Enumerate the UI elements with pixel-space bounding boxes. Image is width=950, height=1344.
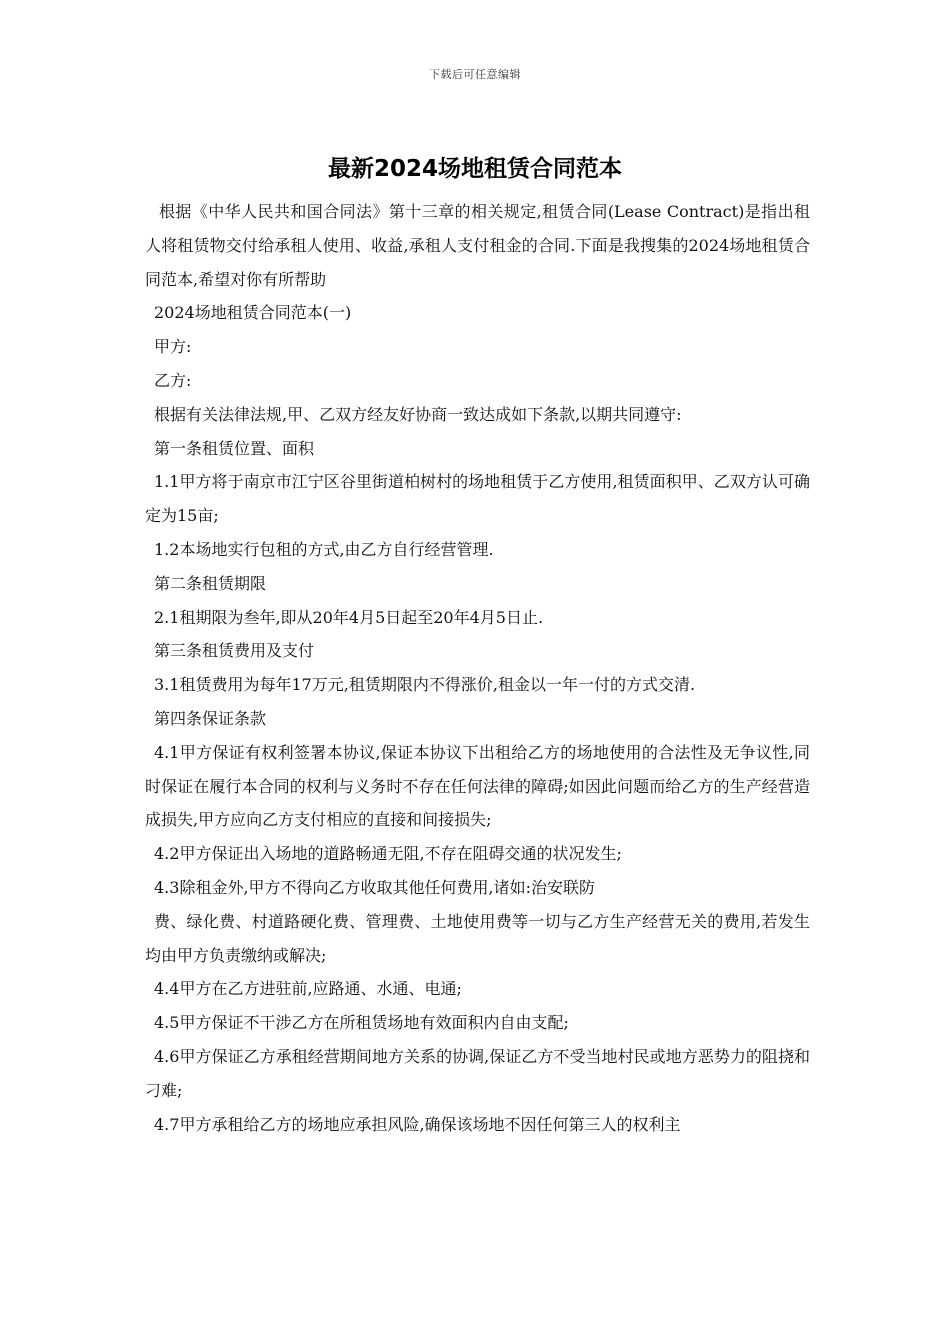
clause-4-3: 4.3除租金外,甲方不得向乙方收取其他任何费用,诸如:治安联防 [154, 877, 596, 897]
clause-4-7: 4.7甲方承租给乙方的场地应承担风险,确保该场地不因任何第三人的权利主 [154, 1114, 681, 1134]
clause-4-5: 4.5甲方保证不干涉乙方在所租赁场地有效面积内自由支配; [154, 1013, 569, 1033]
party-a-line: 甲方: [154, 337, 192, 357]
clause-1-2: 1.2本场地实行包租的方式,由乙方自行经营管理. [154, 539, 494, 559]
clause-4-1: 4.1甲方保证有权利签署本协议,保证本协议下出租给乙方的场地使用的合法性及无争议性,同时保证在履行本合同的权利与义务时不存在任何法律的障碍;如因此问题而给乙方的生产经营造成损失,甲方应向乙方支付相应的直接和间接损失; [145, 742, 810, 830]
document-title: 最新2024场地租赁合同范本 [327, 156, 622, 182]
intro-paragraph: 根据《中华人民共和国合同法》第十三章的相关规定,租赁合同(Lease Contract)是指出租人将租赁物交付给承租人使用、收益,承租人支付租金的合同.下面是我搜集的2024场地租赁合同范本,希望对你有所帮助 [145, 202, 810, 289]
preamble-paragraph: 根据有关法律法规,甲、乙双方经友好协商一致达成如下条款,以期共同遵守: [154, 404, 682, 424]
article-1-heading: 第一条租赁位置、面积 [154, 438, 315, 458]
section-heading-sample-one: 2024场地租赁合同范本(一) [154, 303, 352, 323]
clause-4-3-continued: 费、绿化费、村道路硬化费、管理费、土地使用费等一切与乙方生产经营无关的费用,若发生均由甲方负责缴纳或解决; [145, 911, 810, 965]
clause-1-1: 1.1甲方将于南京市江宁区谷里街道柏树村的场地租赁于乙方使用,租赁面积甲、乙双方认可确定为15亩; [145, 472, 810, 526]
clause-4-6: 4.6甲方保证乙方承租经营期间地方关系的协调,保证乙方不受当地村民或地方恶势力的阻挠和刁难; [145, 1046, 810, 1100]
party-b-line: 乙方: [154, 370, 192, 390]
article-4-heading: 第四条保证条款 [154, 708, 267, 728]
clause-4-2: 4.2甲方保证出入场地的道路畅通无阻,不存在阻碍交通的状况发生; [154, 844, 622, 864]
article-3-heading: 第三条租赁费用及支付 [154, 641, 315, 661]
article-2-heading: 第二条租赁期限 [154, 573, 267, 593]
clause-3-1: 3.1租赁费用为每年17万元,租赁期限内不得涨价,租金以一年一付的方式交清. [154, 675, 696, 695]
clause-4-4: 4.4甲方在乙方进驻前,应路通、水通、电通; [154, 979, 462, 999]
clause-2-1: 2.1租期限为叁年,即从20年4月5日起至20年4月5日止. [154, 607, 544, 627]
document-body [145, 195, 810, 1141]
header-note: 下载后可任意编辑 [429, 68, 521, 81]
